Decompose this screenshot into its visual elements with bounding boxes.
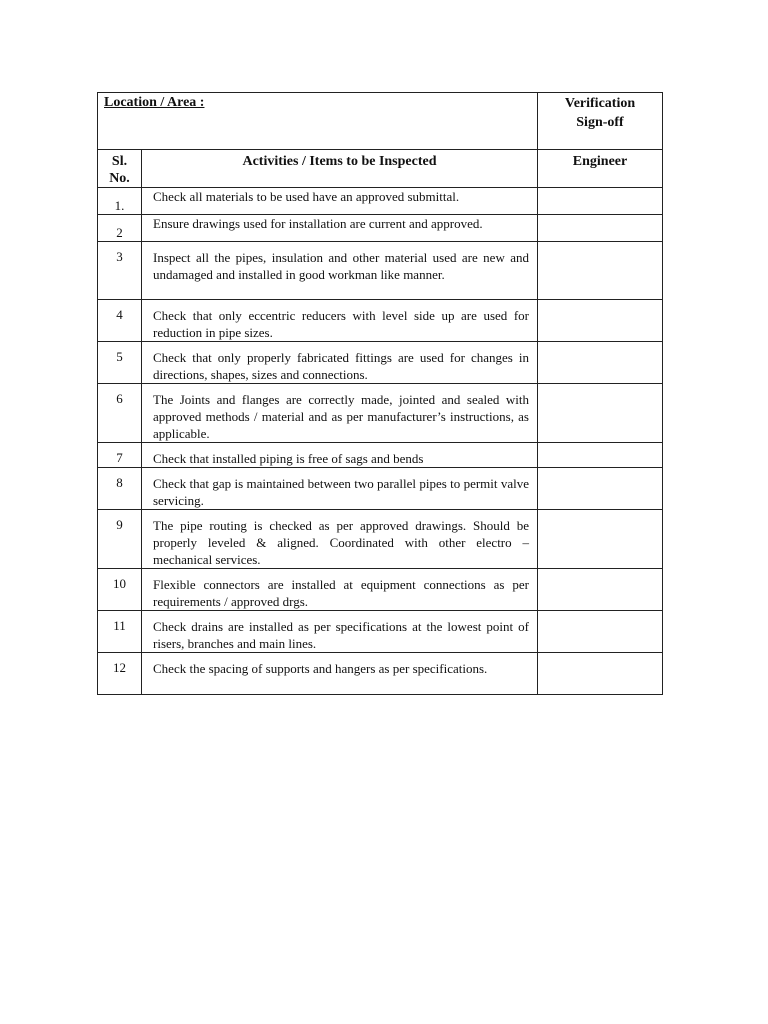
row-number: 4 [98, 300, 142, 342]
row-number: 2 [98, 215, 142, 242]
verification-line-1: Verification [564, 96, 636, 111]
table-row [98, 569, 663, 611]
row-activity: Flexible connectors are installed at equipment connections as per requirements / approved drgs. [142, 569, 538, 611]
table-row [98, 468, 663, 510]
engineer-signoff-cell[interactable] [538, 188, 663, 215]
row-activity: Check that only properly fabricated fittings are used for changes in directions, shapes, sizes and connections. [142, 342, 538, 384]
inspection-checklist-table [97, 92, 663, 695]
row-number: 9 [98, 510, 142, 569]
engineer-signoff-cell[interactable] [538, 611, 663, 653]
row-activity: Check that gap is maintained between two parallel pipes to permit valve servicing. [142, 468, 538, 510]
engineer-signoff-cell[interactable] [538, 215, 663, 242]
engineer-header: Engineer [538, 150, 663, 188]
engineer-signoff-cell[interactable] [538, 342, 663, 384]
verification-signoff-header [538, 93, 663, 150]
table-row [98, 443, 663, 468]
location-area-label: Location / Area : [98, 93, 538, 150]
row-number: 1. [98, 188, 142, 215]
column-header-row [98, 150, 663, 188]
table-row [98, 188, 663, 215]
row-number: 3 [98, 242, 142, 300]
table-row [98, 215, 663, 242]
table-row [98, 342, 663, 384]
activities-header: Activities / Items to be Inspected [142, 150, 538, 188]
table-row [98, 384, 663, 443]
sl-line-2: No. [109, 171, 130, 186]
row-activity: Check that only eccentric reducers with level side up are used for reduction in pipe sizes. [142, 300, 538, 342]
table-row [98, 300, 663, 342]
row-activity: The Joints and flanges are correctly made, jointed and sealed with approved methods / material and as per manufacturer’s instructions, as applicable. [142, 384, 538, 443]
engineer-signoff-cell[interactable] [538, 300, 663, 342]
row-number: 8 [98, 468, 142, 510]
row-activity: Ensure drawings used for installation are current and approved. [142, 215, 538, 242]
row-activity: The pipe routing is checked as per approved drawings. Should be properly leveled & aligned. Coordinated with other electro – mechanical services. [142, 510, 538, 569]
row-number: 12 [98, 653, 142, 695]
engineer-signoff-cell[interactable] [538, 384, 663, 443]
row-activity: Check all materials to be used have an approved submittal. [142, 188, 538, 215]
table-row [98, 242, 663, 300]
row-activity: Check the spacing of supports and hangers as per specifications. [142, 653, 538, 695]
table-row [98, 653, 663, 695]
sl-line-1: Sl. [111, 154, 128, 169]
row-number: 6 [98, 384, 142, 443]
row-number: 7 [98, 443, 142, 468]
table-row [98, 510, 663, 569]
row-activity: Check that installed piping is free of sags and bends [142, 443, 538, 468]
row-number: 10 [98, 569, 142, 611]
row-number: 5 [98, 342, 142, 384]
engineer-signoff-cell[interactable] [538, 443, 663, 468]
engineer-signoff-cell[interactable] [538, 653, 663, 695]
verification-line-2: Sign-off [576, 115, 624, 130]
engineer-signoff-cell[interactable] [538, 569, 663, 611]
engineer-signoff-cell[interactable] [538, 510, 663, 569]
row-activity: Check drains are installed as per specifications at the lowest point of risers, branches and main lines. [142, 611, 538, 653]
table-row [98, 611, 663, 653]
serial-number-header [98, 150, 142, 188]
engineer-signoff-cell[interactable] [538, 468, 663, 510]
engineer-signoff-cell[interactable] [538, 242, 663, 300]
row-number: 11 [98, 611, 142, 653]
header-row-location [98, 93, 663, 150]
row-activity: Inspect all the pipes, insulation and other material used are new and undamaged and installed in good workman like manner. [142, 242, 538, 300]
